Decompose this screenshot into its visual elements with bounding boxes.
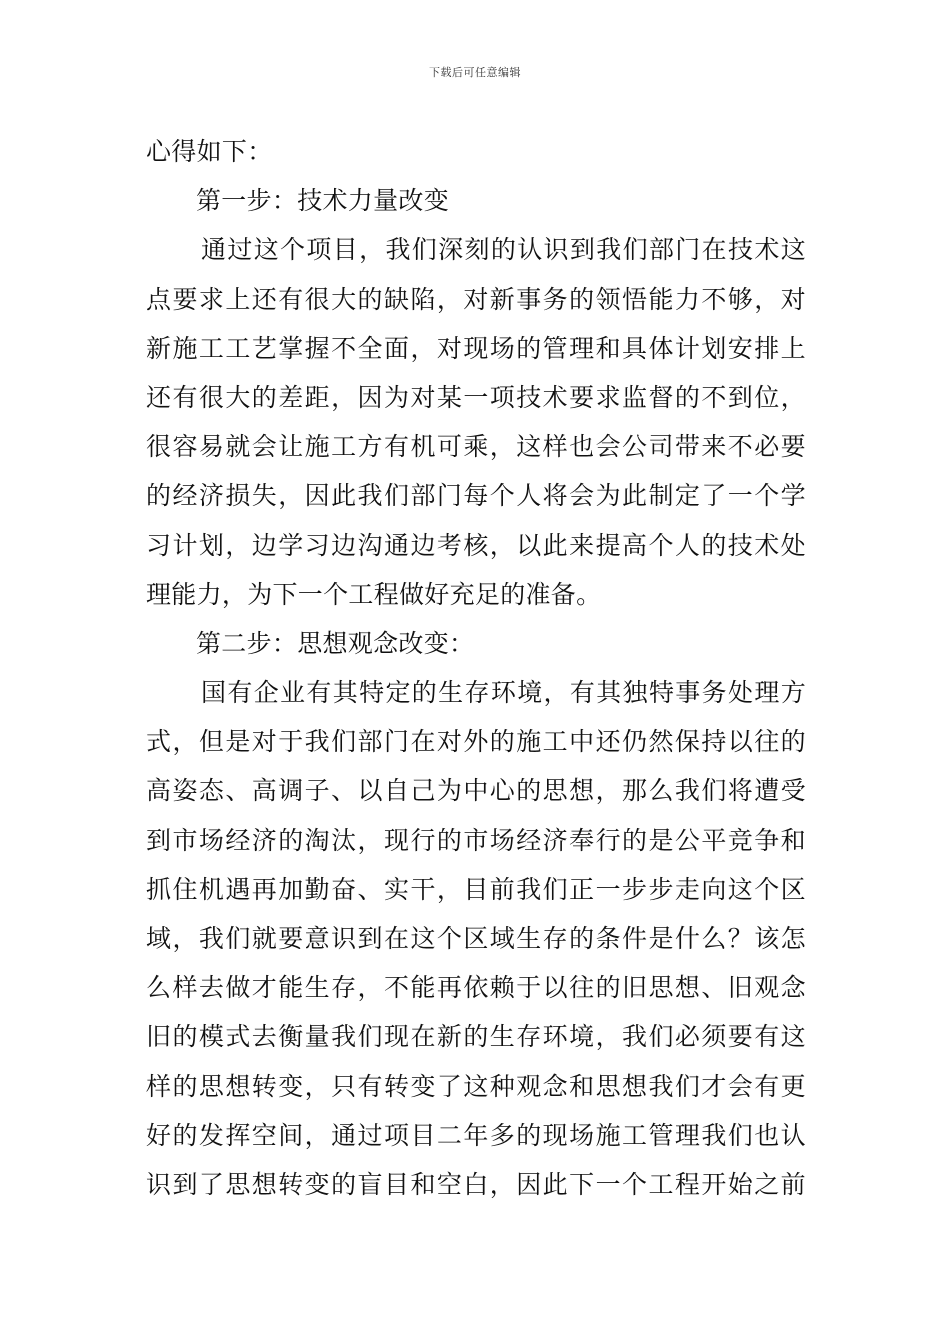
text-line: 域，我们就要意识到在这个区域生存的条件是什么？该怎 [146,924,806,953]
text-line: 心得如下： [146,137,273,166]
text-line: 理能力，为下一个工程做好充足的准备。 [146,579,602,609]
text-line: 还有很大的差距，因为对某一项技术要求监督的不到位， [146,382,806,412]
header-note: 下载后可任意编辑 [429,66,521,79]
section-heading: 第二步：思想观念改变： [196,628,475,658]
text-line: 通过这个项目，我们深刻的认识到我们部门在技术这 [201,235,806,265]
text-line: 样的思想转变，只有转变了这种观念和思想我们才会有更 [146,1071,806,1101]
text-line: 的经济损失，因此我们部门每个人将会为此制定了一个学 [146,481,806,511]
text-line: 习计划，边学习边沟通边考核，以此来提高个人的技术处 [146,530,806,560]
section-heading: 第一步：技术力量改变 [196,186,450,216]
text-line: 到市场经济的淘汰，现行的市场经济奉行的是公平竞争和 [146,825,806,855]
text-line: 好的发挥空间，通过项目二年多的现场施工管理我们也认 [146,1120,806,1150]
text-line: 点要求上还有很大的缺陷，对新事务的领悟能力不够，对 [146,284,806,314]
text-line: 旧的模式去衡量我们现在新的生存环境，我们必须要有这 [146,1022,806,1052]
text-line: 么样去做才能生存，不能再依赖于以往的旧思想、旧观念 [146,973,806,1003]
document-body [146,127,806,1209]
text-line: 式，但是对于我们部门在对外的施工中还仍然保持以往的 [146,727,806,757]
text-line: 识到了思想转变的盲目和空白，因此下一个工程开始之前 [146,1169,806,1199]
text-line: 很容易就会让施工方有机可乘，这样也会公司带来不必要 [146,432,806,462]
text-line: 抓住机遇再加勤奋、实干，目前我们正一步步走向这个区 [146,874,806,904]
text-line: 高姿态、高调子、以自己为中心的思想，那么我们将遭受 [146,776,806,806]
text-line: 新施工工艺掌握不全面，对现场的管理和具体计划安排上 [146,333,806,363]
text-line: 国有企业有其特定的生存环境，有其独特事务处理方 [201,678,806,708]
